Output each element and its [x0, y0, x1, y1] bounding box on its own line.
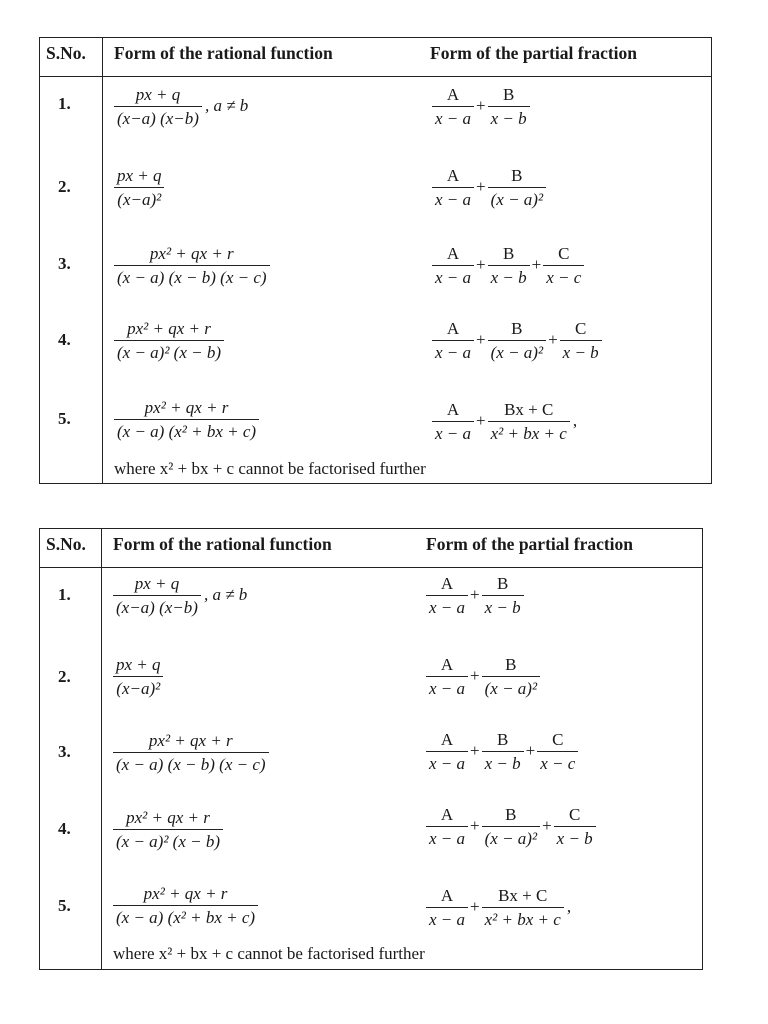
partial-fraction-cell	[432, 313, 602, 367]
fraction	[554, 805, 596, 848]
numerator: A	[440, 804, 454, 824]
plus-sign: +	[476, 96, 486, 115]
trailing-comma: ,	[566, 897, 572, 916]
rational-function-cell	[113, 571, 247, 619]
plus-sign: +	[476, 255, 486, 274]
denominator: (x − a) (x − b) (x − c)	[114, 265, 270, 287]
numerator: A	[446, 84, 460, 104]
header-partial-fraction: Form of the partial fraction	[426, 534, 634, 554]
denominator: x − a	[426, 676, 468, 698]
rational-function-cell	[114, 162, 165, 212]
denominator: (x − a)²	[488, 187, 546, 209]
partial-fraction-cell	[426, 726, 578, 776]
denominator: x − a	[426, 907, 468, 929]
denominator: (x−a) (x−b)	[113, 595, 201, 617]
plus-sign: +	[476, 411, 486, 430]
fraction	[113, 731, 269, 774]
partial-fractions-table-1	[39, 37, 712, 484]
denominator: x − b	[488, 265, 530, 287]
denominator: (x − a) (x² + bx + c)	[114, 419, 259, 441]
denominator: x − a	[426, 595, 468, 617]
partial-fraction-cell	[432, 395, 577, 447]
denominator: x − c	[537, 751, 578, 773]
fraction	[113, 884, 258, 927]
plus-sign: +	[476, 177, 486, 196]
header-partial-fraction: Form of the partial fraction	[430, 43, 638, 63]
fraction	[432, 319, 474, 362]
denominator: x − c	[543, 265, 584, 287]
fraction	[482, 886, 564, 929]
rational-function-cell	[113, 651, 164, 701]
rational-function-cell	[114, 315, 224, 365]
header-divider	[40, 76, 711, 77]
numerator: A	[446, 165, 460, 185]
denominator: (x − a)²	[482, 826, 540, 848]
plus-sign: +	[476, 330, 486, 349]
fraction	[482, 730, 524, 773]
header-rational-function: Form of the rational function	[113, 534, 332, 554]
fraction	[432, 244, 474, 287]
fraction	[114, 244, 270, 287]
partial-fractions-table-2	[39, 528, 703, 970]
fraction	[432, 85, 474, 128]
partial-fraction-cell	[426, 649, 540, 703]
numerator: B	[505, 654, 517, 674]
partial-fraction-cell	[426, 799, 596, 853]
row-number: 1.	[58, 585, 71, 604]
row-number: 3.	[58, 254, 71, 273]
numerator: B	[505, 804, 517, 824]
plus-sign: +	[470, 897, 480, 916]
denominator: (x − a)²	[488, 340, 546, 362]
header-sno: S.No.	[46, 43, 86, 63]
plus-sign: +	[470, 666, 480, 685]
fraction	[113, 574, 201, 617]
numerator: px² + qx + r	[143, 883, 228, 903]
denominator: x − a	[432, 421, 474, 443]
denominator: (x−a) (x−b)	[114, 106, 202, 128]
trailing-comma: ,	[572, 411, 578, 430]
denominator: (x−a)²	[113, 676, 163, 698]
denominator: x − a	[432, 340, 474, 362]
numerator: A	[440, 654, 454, 674]
denominator: x − a	[432, 265, 474, 287]
fraction	[432, 400, 474, 443]
numerator: A	[440, 885, 454, 905]
plus-sign: +	[525, 741, 536, 760]
denominator: x − b	[482, 595, 524, 617]
numerator: px + q	[134, 573, 180, 593]
fraction	[114, 398, 259, 441]
fraction	[488, 400, 570, 443]
numerator: px + q	[135, 84, 181, 104]
denominator: x − b	[482, 751, 524, 773]
numerator: A	[446, 318, 460, 338]
fraction	[488, 319, 546, 362]
rational-function-cell	[113, 726, 269, 778]
plus-sign: +	[470, 585, 480, 604]
rational-function-cell	[113, 803, 223, 855]
fraction	[426, 730, 468, 773]
numerator: px² + qx + r	[148, 730, 233, 750]
denominator: x − b	[560, 340, 602, 362]
denominator: (x − a)² (x − b)	[114, 340, 224, 362]
fraction	[113, 655, 164, 698]
column-divider	[101, 529, 102, 969]
fraction	[114, 85, 202, 128]
row-number: 5.	[58, 896, 71, 915]
fraction	[113, 808, 223, 851]
numerator: B	[496, 573, 509, 593]
row-number: 2.	[58, 667, 71, 686]
numerator: C	[569, 804, 581, 824]
fraction	[426, 805, 468, 848]
fraction	[114, 166, 165, 209]
condition: , a ≠ b	[204, 96, 249, 115]
denominator: (x − a)² (x − b)	[113, 829, 223, 851]
denominator: x² + bx + c	[488, 421, 570, 443]
fraction	[543, 244, 584, 287]
row-number: 3.	[58, 742, 71, 761]
fraction	[488, 244, 530, 287]
header-sno: S.No.	[46, 534, 86, 554]
partial-fraction-cell	[432, 160, 546, 214]
partial-fraction-cell	[432, 82, 530, 130]
partial-fraction-cell	[426, 881, 571, 933]
denominator: x² + bx + c	[482, 907, 564, 929]
denominator: (x−a)²	[114, 187, 164, 209]
rational-function-cell	[113, 879, 258, 931]
partial-fraction-cell	[426, 571, 524, 619]
row-number: 4.	[58, 330, 71, 349]
fraction	[426, 574, 468, 617]
numerator: A	[440, 729, 454, 749]
fraction	[482, 805, 540, 848]
numerator: B	[502, 84, 515, 104]
rational-function-cell	[114, 82, 248, 130]
numerator: px² + qx + r	[144, 397, 229, 417]
numerator: A	[446, 243, 460, 263]
numerator: px² + qx + r	[127, 318, 211, 338]
numerator: B	[511, 318, 523, 338]
fraction	[432, 166, 474, 209]
denominator: x − b	[554, 826, 596, 848]
row-number: 1.	[58, 94, 71, 113]
denominator: (x − a)²	[482, 676, 540, 698]
fraction	[114, 319, 224, 362]
fraction	[426, 655, 468, 698]
plus-sign: +	[548, 330, 558, 349]
numerator: A	[440, 573, 454, 593]
numerator: px² + qx + r	[126, 807, 210, 827]
numerator: Bx + C	[504, 399, 554, 419]
fraction	[426, 886, 468, 929]
fraction	[560, 319, 602, 362]
numerator: A	[446, 399, 460, 419]
denominator: x − a	[426, 751, 468, 773]
column-divider	[102, 38, 103, 483]
denominator: x − b	[488, 106, 530, 128]
numerator: C	[552, 729, 564, 749]
numerator: C	[575, 318, 587, 338]
plus-sign: +	[470, 741, 480, 760]
numerator: C	[558, 243, 570, 263]
fraction	[482, 655, 540, 698]
row-number: 5.	[58, 409, 71, 428]
header-rational-function: Form of the rational function	[114, 43, 333, 63]
partial-fraction-cell	[432, 240, 584, 290]
numerator: B	[511, 165, 523, 185]
denominator: (x − a) (x² + bx + c)	[113, 905, 258, 927]
plus-sign: +	[470, 816, 480, 835]
rational-function-cell	[114, 240, 270, 290]
plus-sign: +	[542, 816, 552, 835]
numerator: px² + qx + r	[149, 243, 234, 263]
fraction	[537, 730, 578, 773]
fraction	[488, 166, 546, 209]
numerator: B	[496, 729, 509, 749]
fraction	[482, 574, 524, 617]
denominator: (x − a) (x − b) (x − c)	[113, 752, 269, 774]
row-number: 4.	[58, 819, 71, 838]
factorisation-note: where x² + bx + c cannot be factorised further	[113, 944, 425, 963]
fraction	[488, 85, 530, 128]
rational-function-cell	[114, 393, 259, 445]
denominator: x − a	[432, 106, 474, 128]
condition: , a ≠ b	[203, 585, 248, 604]
numerator: px + q	[117, 165, 162, 185]
denominator: x − a	[426, 826, 468, 848]
numerator: B	[502, 243, 515, 263]
plus-sign: +	[531, 255, 542, 274]
header-divider	[40, 567, 702, 568]
denominator: x − a	[432, 187, 474, 209]
row-number: 2.	[58, 177, 71, 196]
numerator: Bx + C	[498, 885, 548, 905]
factorisation-note: where x² + bx + c cannot be factorised further	[114, 459, 426, 478]
numerator: px + q	[116, 654, 161, 674]
